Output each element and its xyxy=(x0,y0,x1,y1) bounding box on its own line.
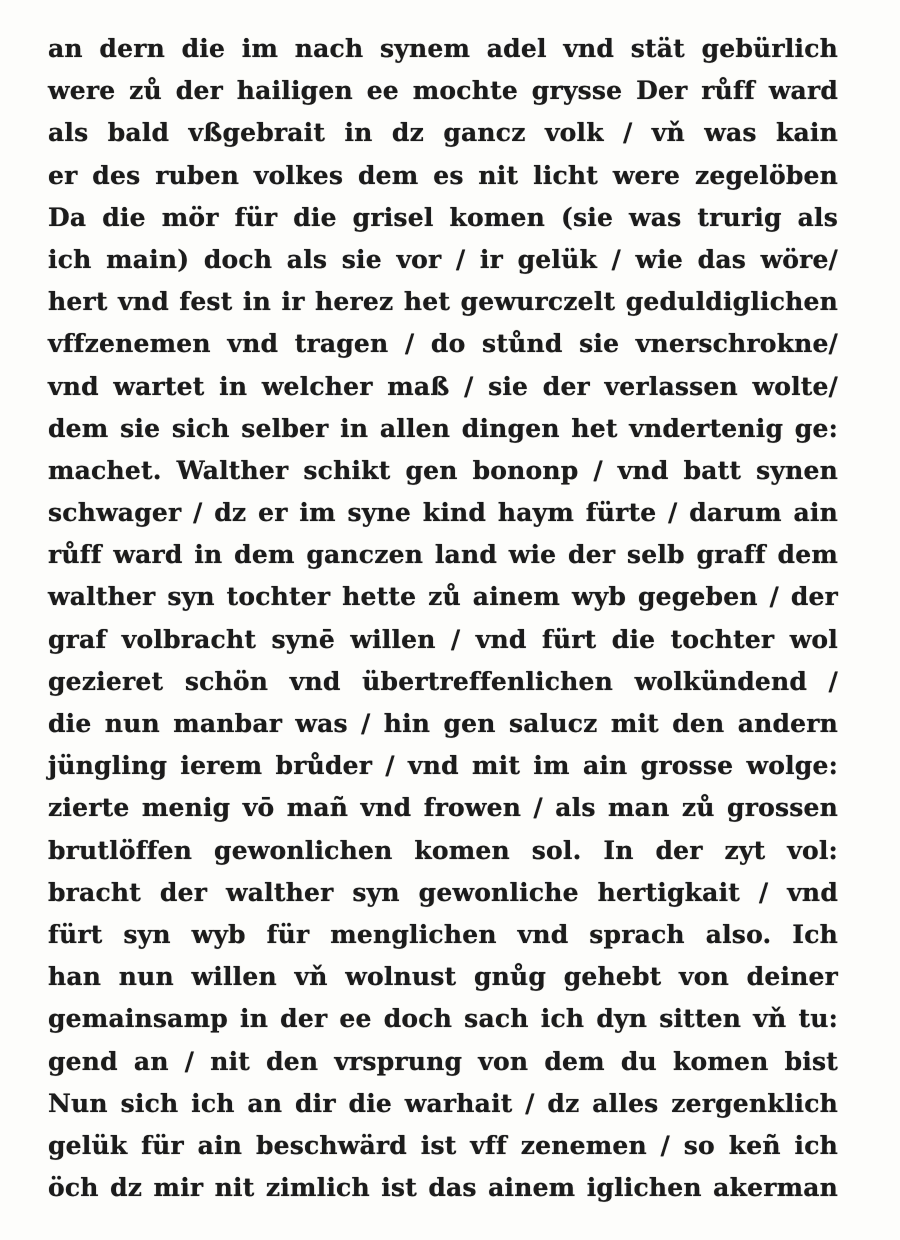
text-line-5: Da die mör für die grisel komen (sie was trurig als xyxy=(48,202,838,232)
page-bottom-margin xyxy=(0,1160,900,1240)
text-line-14: walther syn tochter hette zů ainem wyb gegeben / der xyxy=(48,582,838,612)
text-line-3: als bald vßgebrait in dz gancz volk / vň was kain xyxy=(48,118,838,148)
text-line-28: öch dz mir nit zimlich ist das ainem iglichen akerman xyxy=(48,1173,838,1203)
page-text xyxy=(48,28,838,1209)
text-line-18: jüngling ierem brůder / vnd mit im ain grosse wolge: xyxy=(48,751,838,781)
text-line-22: fürt syn wyb für menglichen vnd sprach also. Ich xyxy=(48,919,838,949)
text-line-17: die nun manbar was / hin gen salucz mit den andern xyxy=(48,709,838,738)
text-line-9: vnd wartet in welcher maß / sie der verlassen wolte/ xyxy=(48,371,838,401)
text-line-24: gemainsamp in der ee doch sach ich dyn sitten vň tu: xyxy=(48,1004,838,1034)
text-line-12: schwager / dz er im syne kind haym fürte / darum ain xyxy=(48,498,838,528)
text-line-8: vffzenemen vnd tragen / do stůnd sie vnerschrokne/ xyxy=(48,329,838,359)
text-line-10: dem sie sich selber in allen dingen het vndertenig ge: xyxy=(48,413,838,443)
text-line-13: růff ward in dem ganczen land wie der selb graff dem xyxy=(48,540,838,570)
text-line-1: an dern die im nach synem adel vnd stät gebürlich xyxy=(48,34,838,63)
text-line-19: zierte menig vō mañ vnd frowen / als man zů grossen xyxy=(48,793,838,823)
text-line-15: graf volbracht synē willen / vnd fürt die tochter wol xyxy=(48,624,838,654)
text-line-26: Nun sich ich an dir die warhait / dz alles zergenklich xyxy=(48,1088,838,1118)
text-line-2: were zů der hailigen ee mochte grysse Der růff ward xyxy=(48,76,838,106)
text-line-7: hert vnd fest in ir herez het gewurczelt geduldiglichen xyxy=(48,287,838,317)
text-line-21: bracht der walther syn gewonliche hertigkait / vnd xyxy=(48,877,838,907)
text-line-27: gelük für ain beschwärd ist vff zenemen / so keñ ich xyxy=(48,1130,838,1160)
text-line-6: ich main) doch als sie vor / ir gelük / wie das wöre/ xyxy=(48,244,838,274)
text-line-23: han nun willen vň wolnust gnůg gehebt von deiner xyxy=(48,962,838,992)
text-line-20: brutlöffen gewonlichen komen sol. In der zyt vol: xyxy=(48,835,838,865)
text-line-11: machet. Walther schikt gen bononp / vnd batt synen xyxy=(48,455,838,485)
text-line-25: gend an / nit den vrsprung von dem du komen bist xyxy=(48,1046,838,1076)
text-line-16: gezieret schön vnd übertreffenlichen wolkündend / xyxy=(48,666,838,696)
text-line-4: er des ruben volkes dem es nit licht were zegelöben xyxy=(48,160,838,190)
